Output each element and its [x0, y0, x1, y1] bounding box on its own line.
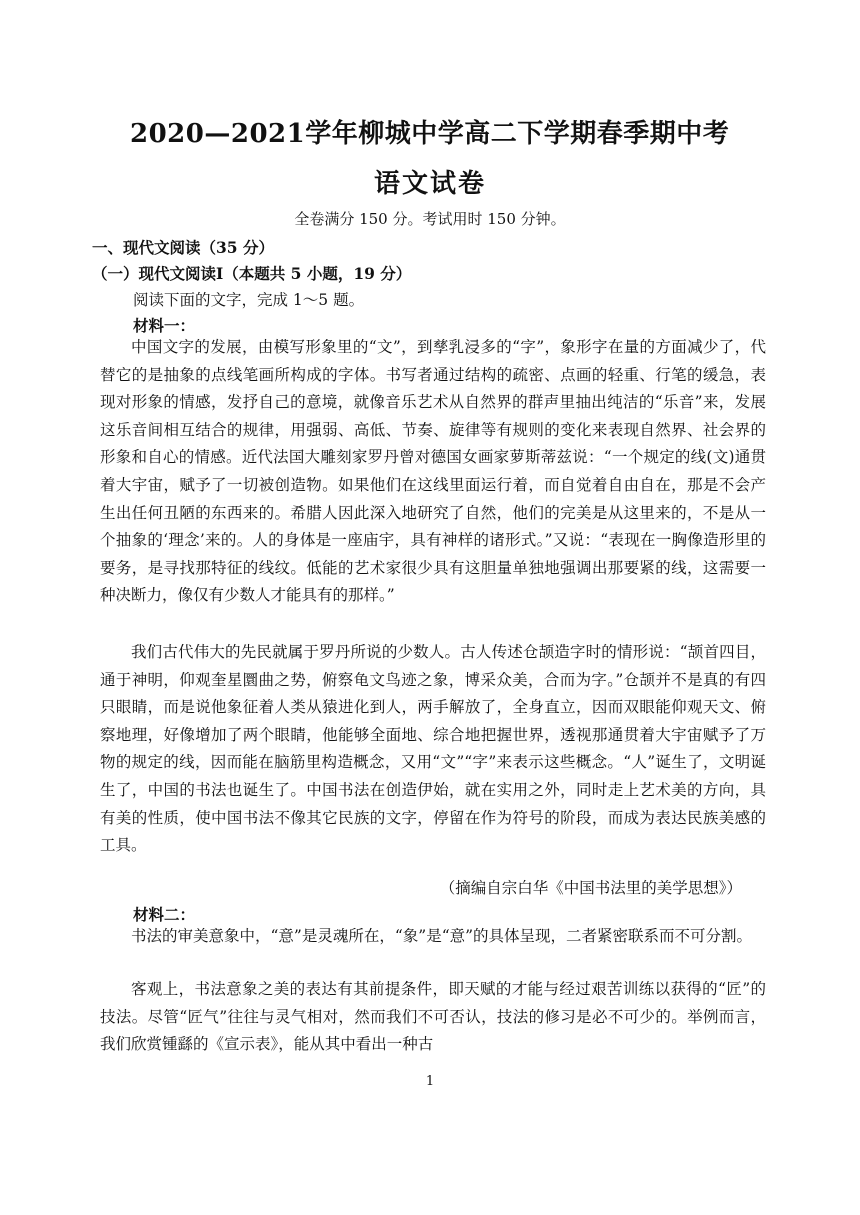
page-number: 1 — [425, 1074, 435, 1089]
reading-instruction: 阅读下面的文字，完成 1～5 题。 — [133, 291, 365, 309]
material-one-label: 材料一： — [133, 316, 196, 335]
material-one-paragraph-1: 中国文字的发展，由模写形象里的“文”，到孳乳浸多的“字”，象形字在量的方面减少了，代替它的是抽象的点线笔画所构成的字体。书写者通过结构的疏密、点画的轻重、行笔的缓急，表现对形象的情感，发抒自己的意境，就像音乐艺术从自然界的群声里抽出纯洁的“乐音”来，发展这乐音间相互结合的规律，用强弱、高低、节奏、旋律等有规则的变化来表现自然界、社会界的形象和自心的情感。近代法国大雕刻家罗丹曾对德国女画家萝斯蒂兹说：“一个规定的线(文)通贯着大宇宙，赋予了一切被创造物。如果他们在这线里面运行着，而自觉着自由自在，那是不会产生出任何丑陋的东西来的。希腊人因此深入地研究了自然，他们的完美是从这里来的，不是从一个抽象的‘理念’来的。人的身体是一座庙宇，具有神样的诸形式。”又说：“表现在一胸像造形里的要务，是寻找那特征的线纹。低能的艺术家很少具有这胆量单独地强调出那要紧的线，这需要一种决断力，像仅有少数人才能具有的那样。” — [100, 338, 766, 605]
material-two-label: 材料二： — [133, 905, 196, 924]
exam-info: 全卷满分 150 分。考试用时 150 分钟。 — [294, 210, 566, 228]
section-heading: 一、现代文阅读（35 分） — [92, 238, 274, 257]
material-two-paragraph-2: 客观上，书法意象之美的表达有其前提条件，即天赋的才能与经过艰苦训练以获得的“匠”的技法。尽管“匠气”往往与灵气相对，然而我们不可否认，技法的修习是必不可少的。举例而言，我们欣赏锺繇的《宣示表》，能从其中看出一种古 — [100, 980, 766, 1054]
material-two-paragraph-1: 书法的审美意象中，“意”是灵魂所在，“象”是“意”的具体呈现，二者紧密联系而不可分割。 — [131, 927, 753, 945]
material-one-source: （摘编自宗白华《中国书法里的美学思想》） — [439, 879, 742, 897]
exam-subtitle: 语文试卷 — [373, 169, 486, 199]
exam-title: 2020—2021学年柳城中学高二下学期春季期中考 — [130, 119, 730, 149]
material-one-paragraph-2: 我们古代伟大的先民就属于罗丹所说的少数人。古人传述仓颉造字时的情形说：“颉首四目，通于神明，仰观奎星圜曲之势，俯察龟文鸟迹之象，博采众美，合而为字。”仓颉并不是真的有四只眼睛，而是说他象征着人类从猿进化到人，两手解放了，全身直立，因而双眼能仰观天文、俯察地理，好像增加了两个眼睛，他能够全面地、综合地把握世界，透视那通贯着大宇宙赋予了万物的规定的线，因而能在脑筋里构造概念，又用“文”“字”来表示这些概念。“人”诞生了，文明诞生了，中国的书法也诞生了。中国书法在创造伊始，就在实用之外，同时走上艺术美的方向，具有美的性质，使中国书法不像其它民族的文字，停留在作为符号的阶段，而成为表达民族美感的工具。 — [100, 643, 766, 855]
subsection-heading: （一）现代文阅读Ⅰ（本题共 5 小题，19 分） — [92, 264, 412, 283]
